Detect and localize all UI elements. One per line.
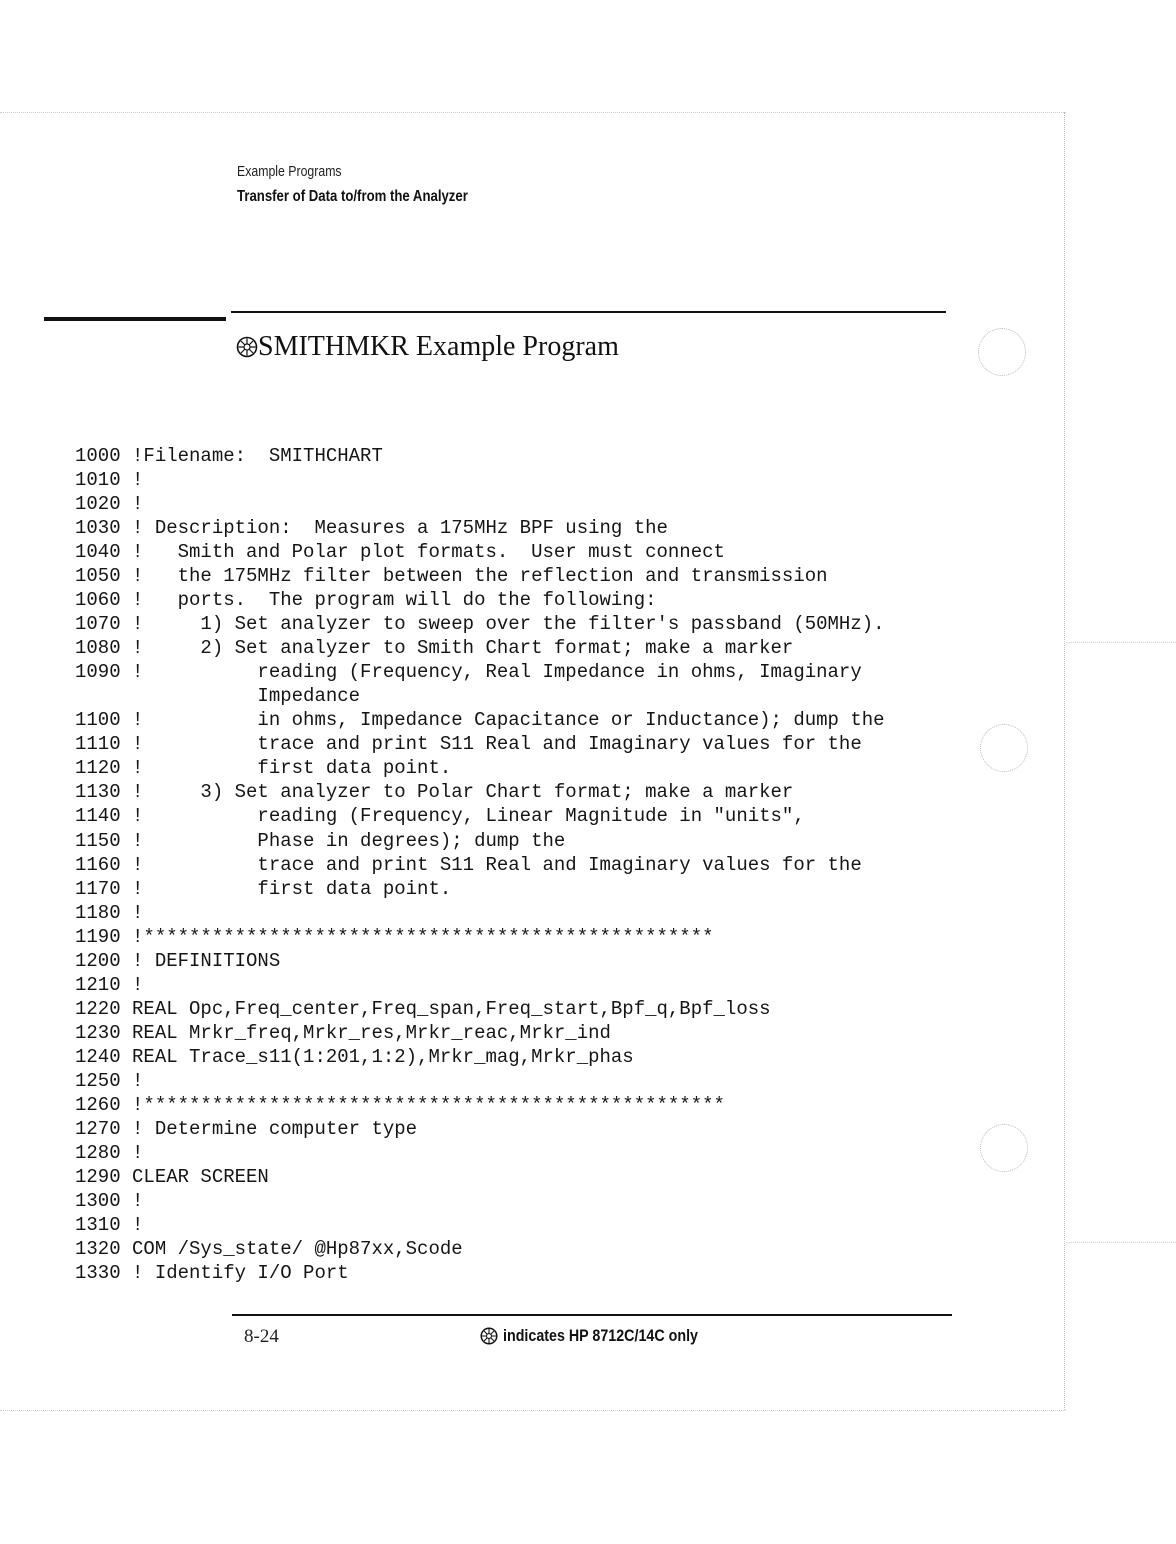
line-number: 1050 [75, 565, 121, 588]
code-line [75, 1021, 885, 1045]
section-subtitle: Transfer of Data to/from the Analyzer [237, 188, 468, 205]
line-number: 1200 [75, 949, 121, 972]
code-line [75, 1069, 885, 1093]
code-line [75, 516, 885, 540]
line-number: 1270 [75, 1117, 121, 1140]
line-text: ! DEFINITIONS [132, 949, 281, 972]
line-number: 1090 [75, 661, 121, 684]
code-line [75, 468, 885, 492]
code-line [75, 1213, 885, 1237]
line-number: 1170 [75, 877, 121, 900]
line-text: ! [132, 973, 144, 996]
page-edge-right [1064, 112, 1065, 1410]
page-number: 8-24 [244, 1326, 279, 1347]
line-number: 1100 [75, 709, 121, 732]
line-text: ! in ohms, Impedance Capacitance or Inductance); dump the [132, 709, 885, 732]
line-text: ! 2) Set analyzer to Smith Chart format; make a marker [132, 637, 794, 660]
code-line [75, 1189, 885, 1213]
line-text: CLEAR SCREEN [132, 1165, 269, 1188]
line-text: ! Identify I/O Port [132, 1262, 349, 1285]
line-text: ! [132, 1069, 144, 1092]
line-text: ! ports. The program will do the following: [132, 589, 657, 612]
code-line [75, 588, 885, 612]
punch-hole [980, 724, 1028, 772]
line-text: ! Phase in degrees); dump the [132, 829, 566, 852]
page-edge-bottom [0, 1410, 1066, 1411]
line-number: 1040 [75, 541, 121, 564]
code-line [75, 1165, 885, 1189]
line-text: !************************************************** [132, 925, 714, 948]
edge-tick [1066, 642, 1176, 643]
line-text: ! [132, 901, 144, 924]
line-number: 1280 [75, 1141, 121, 1164]
line-text: COM /Sys_state/ @Hp87xx,Scode [132, 1238, 463, 1261]
section-rule-thick [44, 317, 226, 321]
line-text: ! trace and print S11 Real and Imaginary values for the [132, 733, 862, 756]
line-text: ! Description: Measures a 175MHz BPF using the [132, 517, 668, 540]
line-number: 1310 [75, 1214, 121, 1236]
code-line [75, 829, 885, 853]
line-text: ! [132, 469, 144, 492]
line-text: REAL Trace_s11(1:201,1:2),Mrkr_mag,Mrkr_phas [132, 1045, 634, 1068]
line-number: 1060 [75, 589, 121, 612]
code-line [75, 732, 885, 756]
line-number [75, 685, 121, 707]
hp8712c-only-icon [480, 1327, 498, 1345]
punch-hole [978, 328, 1026, 376]
page-edge-top [0, 112, 1066, 113]
line-number: 1130 [75, 781, 121, 804]
line-text: ! Smith and Polar plot formats. User must connect [132, 541, 725, 564]
line-number: 1220 [75, 997, 121, 1020]
code-line [75, 492, 885, 516]
line-number: 1030 [75, 517, 121, 540]
page-title: SMITHMKR Example Program [258, 331, 619, 362]
line-text: ! [132, 1189, 144, 1212]
line-number: 1240 [75, 1045, 121, 1068]
running-header [237, 163, 509, 206]
line-text: ! the 175MHz filter between the reflection and transmission [132, 565, 828, 588]
code-line [75, 1045, 885, 1069]
code-line [75, 1141, 885, 1165]
line-number: 1300 [75, 1189, 121, 1212]
line-number: 1120 [75, 757, 121, 780]
line-number: 1290 [75, 1165, 121, 1188]
page-title-row [236, 331, 619, 363]
code-line [75, 901, 885, 925]
line-text: ! 3) Set analyzer to Polar Chart format; make a marker [132, 781, 794, 804]
code-line [75, 1261, 885, 1285]
line-number: 1070 [75, 613, 121, 636]
code-line [75, 997, 885, 1021]
section-label: Example Programs [237, 163, 342, 180]
line-text: ! [132, 1214, 144, 1236]
line-text: !*************************************************** [132, 1093, 725, 1116]
line-number: 1150 [75, 829, 121, 852]
line-number: 1190 [75, 925, 121, 948]
line-text: !Filename: SMITHCHART [132, 445, 383, 467]
line-number: 1320 [75, 1238, 121, 1261]
footer-note-text: indicates HP 8712C/14C only [503, 1326, 698, 1345]
code-line [75, 925, 885, 949]
line-number: 1230 [75, 1021, 121, 1044]
line-text: Impedance [132, 685, 361, 708]
code-listing [75, 444, 885, 1285]
line-text: ! reading (Frequency, Real Impedance in ohms, Imaginary [132, 661, 862, 684]
edge-tick [1066, 1242, 1176, 1243]
line-text: REAL Mrkr_freq,Mrkr_res,Mrkr_reac,Mrkr_ind [132, 1021, 611, 1044]
code-line [75, 708, 885, 732]
line-number: 1000 [75, 445, 121, 467]
line-text: ! 1) Set analyzer to sweep over the filter's passband (50MHz). [132, 613, 885, 636]
line-number: 1020 [75, 493, 121, 516]
line-text: ! first data point. [132, 757, 452, 780]
code-line [75, 973, 885, 997]
section-rule-thin [231, 311, 946, 313]
code-line [75, 780, 885, 804]
line-text: ! Determine computer type [132, 1117, 418, 1140]
code-line [75, 877, 885, 901]
code-line [75, 804, 885, 828]
line-number: 1140 [75, 805, 121, 828]
line-number: 1080 [75, 637, 121, 660]
code-line [75, 564, 885, 588]
line-number: 1180 [75, 901, 121, 924]
line-number: 1250 [75, 1069, 121, 1092]
line-number: 1110 [75, 733, 121, 756]
punch-hole [980, 1124, 1028, 1172]
code-line [75, 540, 885, 564]
hp8712c-only-icon [236, 336, 258, 358]
footer-note [480, 1326, 735, 1346]
line-text: ! reading (Frequency, Linear Magnitude in "units", [132, 805, 805, 828]
code-line [75, 660, 885, 684]
line-number: 1160 [75, 853, 121, 876]
code-line [75, 1117, 885, 1141]
line-text: REAL Opc,Freq_center,Freq_span,Freq_start,Bpf_q,Bpf_loss [132, 997, 771, 1020]
code-line [75, 853, 885, 877]
line-text: ! [132, 1141, 144, 1164]
line-text: ! first data point. [132, 877, 452, 900]
code-line [75, 1093, 885, 1117]
code-line [75, 636, 885, 660]
code-line [75, 1237, 885, 1261]
code-line [75, 684, 885, 708]
line-text: ! trace and print S11 Real and Imaginary values for the [132, 853, 862, 876]
line-number: 1260 [75, 1093, 121, 1116]
line-number: 1210 [75, 973, 121, 996]
code-line [75, 444, 885, 468]
footer-rule [232, 1314, 952, 1316]
line-number: 1330 [75, 1262, 121, 1285]
code-line [75, 612, 885, 636]
code-line [75, 756, 885, 780]
line-number: 1010 [75, 469, 121, 492]
line-text: ! [132, 493, 144, 516]
code-line [75, 949, 885, 973]
